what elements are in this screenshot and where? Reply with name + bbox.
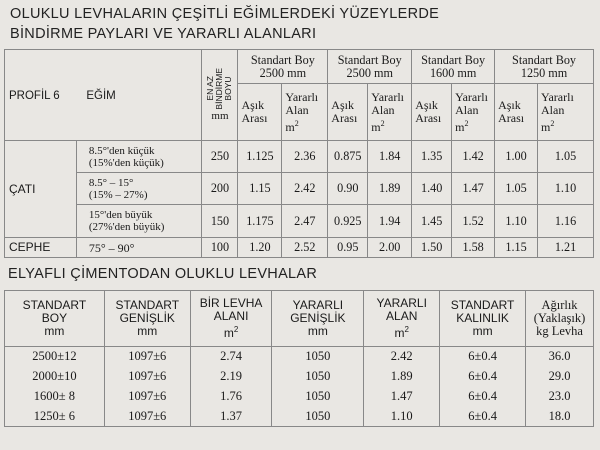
value-cell: 0.95 bbox=[328, 238, 368, 258]
sub-b-unit-text: m bbox=[541, 119, 551, 134]
h-ygen-l2: GENİŞLİK bbox=[290, 311, 346, 325]
table-cell: 1.10 bbox=[364, 407, 440, 427]
h-gen-l2: GENİŞLİK bbox=[119, 311, 175, 325]
value-cell: 1.94 bbox=[368, 205, 412, 238]
sub-b-l2: Alan bbox=[371, 102, 395, 117]
value-cell: 1.05 bbox=[538, 141, 594, 173]
table-cell: 23.0 bbox=[526, 387, 594, 407]
table-cell: 1097±6 bbox=[104, 407, 190, 427]
h-gen-l3: mm bbox=[137, 324, 158, 338]
value-cell: 2.36 bbox=[282, 141, 328, 173]
table-cell: 1097±6 bbox=[104, 387, 190, 407]
value-cell: 1.58 bbox=[452, 238, 495, 258]
value-cell: 1.21 bbox=[538, 238, 594, 258]
value-cell: 0.90 bbox=[328, 173, 368, 205]
sub-b-sup: 2 bbox=[380, 118, 385, 128]
sub-b-l2: Alan bbox=[285, 102, 309, 117]
group-header-1 bbox=[238, 50, 328, 84]
min-overlap-l2: BİNDİRME bbox=[214, 68, 225, 110]
table-cell: 1050 bbox=[272, 347, 364, 367]
sub-a-l2: Arası bbox=[331, 111, 358, 125]
h-boy-l2: BOY bbox=[41, 311, 68, 325]
document-title bbox=[10, 4, 480, 44]
table-cell: 2000±10 bbox=[5, 367, 105, 387]
sub-b-sup: 2 bbox=[550, 118, 555, 128]
sub-b-unit-text: m bbox=[371, 119, 381, 134]
group-1-l2: 2500 mm bbox=[259, 65, 307, 80]
cati-row-label bbox=[5, 141, 77, 238]
h-yalan-l3 bbox=[364, 323, 439, 340]
h-boy-l3: mm bbox=[44, 324, 65, 338]
sub-a-l2: Arası bbox=[415, 111, 442, 125]
egim-3-b: (27%'den büyük) bbox=[88, 221, 165, 233]
value-cell: 1.10 bbox=[495, 205, 538, 238]
min-overlap-vertical-label bbox=[206, 68, 233, 110]
section-title-2: ELYAFLI ÇİMENTODAN OLUKLU LEVHALAR bbox=[8, 266, 318, 282]
title-line-2: BİNDİRME PAYLARI VE YARARLI ALANLARI bbox=[10, 26, 317, 42]
table-cell: 18.0 bbox=[526, 407, 594, 427]
table-cell: 2.74 bbox=[190, 347, 272, 367]
min-overlap-header bbox=[202, 50, 238, 141]
h-alan-sup: 2 bbox=[233, 325, 239, 334]
table-cell: 6±0.4 bbox=[440, 347, 526, 367]
h-kal-l3: mm bbox=[472, 324, 493, 338]
egim-header bbox=[76, 50, 202, 141]
sub-a-l1: Aşık bbox=[498, 98, 521, 112]
profil-label: PROFİL 6 bbox=[9, 89, 60, 102]
value-cell: 1.35 bbox=[412, 141, 452, 173]
value-cell: 1.52 bbox=[452, 205, 495, 238]
value-cell: 1.45 bbox=[412, 205, 452, 238]
table-cell: 1050 bbox=[272, 367, 364, 387]
value-cell: 1.16 bbox=[538, 205, 594, 238]
sub-b-l1: Yararlı bbox=[541, 89, 574, 104]
value-cell: 1.125 bbox=[238, 141, 282, 173]
sub-header-yararli bbox=[452, 84, 495, 141]
h-ag-l3: kg Levha bbox=[536, 324, 583, 338]
sub-header-asik bbox=[495, 84, 538, 141]
h-alan-unit: m bbox=[223, 326, 234, 340]
group-2-l2: 2500 mm bbox=[346, 65, 393, 80]
table-cell: 1.76 bbox=[190, 387, 272, 407]
value-cell: 1.05 bbox=[495, 173, 538, 205]
sub-header-yararli bbox=[282, 84, 328, 141]
value-cell: 1.175 bbox=[238, 205, 282, 238]
table-cell: 1050 bbox=[272, 387, 364, 407]
egim-cell-1 bbox=[76, 141, 202, 173]
sub-b-l1: Yararlı bbox=[455, 89, 488, 104]
h-ygen-l1: YARARLI bbox=[292, 298, 344, 312]
min-overlap-unit: mm bbox=[211, 109, 229, 122]
sub-b-unit bbox=[455, 117, 494, 134]
table-cell: 29.0 bbox=[526, 367, 594, 387]
header-genislik bbox=[104, 291, 190, 347]
h-kal-l2: KALINLIK bbox=[456, 311, 509, 325]
value-cell: 1.10 bbox=[538, 173, 594, 205]
group-3-l2: 1600 mm bbox=[429, 65, 477, 80]
sub-a-l1: Aşık bbox=[331, 98, 354, 112]
sub-a-l2: Arası bbox=[498, 111, 525, 125]
table-cell: 36.0 bbox=[526, 347, 594, 367]
sub-a-l1: Aşık bbox=[241, 98, 265, 112]
table-cell: 1600± 8 bbox=[5, 387, 105, 407]
value-cell: 2.00 bbox=[368, 238, 412, 258]
sub-header-asik bbox=[238, 84, 282, 141]
sub-b-l2: Alan bbox=[455, 102, 479, 117]
group-3-l1: Standart Boy bbox=[421, 52, 486, 67]
value-cell: 1.50 bbox=[412, 238, 452, 258]
cephe-label: CEPHE bbox=[9, 240, 51, 254]
egim-3-a: 15°'den büyük bbox=[88, 209, 153, 221]
value-cell: 2.42 bbox=[282, 173, 328, 205]
group-header-4 bbox=[495, 50, 594, 84]
sub-header-asik bbox=[328, 84, 368, 141]
table-cell: 1097±6 bbox=[104, 367, 190, 387]
sub-header-yararli bbox=[538, 84, 594, 141]
header-levha-alani bbox=[190, 291, 272, 347]
value-cell: 0.875 bbox=[328, 141, 368, 173]
header-yararli-alan bbox=[364, 291, 440, 347]
title-line-1: OLUKLU LEVHALARIN ÇEŞİTLİ EĞİMLERDEKİ YÜZEYLERDE bbox=[10, 6, 440, 22]
sub-b-unit bbox=[285, 117, 327, 134]
value-cell: 2.52 bbox=[282, 238, 328, 258]
profil-header bbox=[5, 50, 77, 141]
egim-1-a: 8.5°'den küçük bbox=[88, 144, 155, 157]
sub-b-unit-text: m bbox=[285, 119, 295, 134]
value-cell: 1.42 bbox=[452, 141, 495, 173]
value-cell: 2.47 bbox=[282, 205, 328, 238]
sub-a-l1: Aşık bbox=[415, 98, 438, 112]
boy-cell: 250 bbox=[202, 141, 238, 173]
value-cell: 1.47 bbox=[452, 173, 495, 205]
boy-cell: 150 bbox=[202, 205, 238, 238]
table-cell: 1097±6 bbox=[104, 347, 190, 367]
egim-cell-3 bbox=[76, 205, 202, 238]
value-cell: 1.15 bbox=[238, 173, 282, 205]
sub-header-asik bbox=[412, 84, 452, 141]
sub-b-unit bbox=[541, 117, 593, 134]
group-1-l1: Standart Boy bbox=[250, 52, 315, 67]
egim-4-a: 75° – 90° bbox=[88, 240, 135, 255]
table-cell: 1.89 bbox=[364, 367, 440, 387]
sub-b-sup: 2 bbox=[464, 118, 469, 128]
cephe-row-label bbox=[5, 238, 77, 258]
egim-label: EĞİM bbox=[86, 89, 116, 102]
value-cell: 1.40 bbox=[412, 173, 452, 205]
table-cell: 1250± 6 bbox=[5, 407, 105, 427]
sub-b-sup: 2 bbox=[294, 118, 299, 128]
table-cell: 2.42 bbox=[364, 347, 440, 367]
sub-b-unit bbox=[371, 117, 411, 134]
egim-cell-4 bbox=[76, 238, 202, 258]
value-cell: 1.00 bbox=[495, 141, 538, 173]
sub-header-yararli bbox=[368, 84, 412, 141]
sub-b-unit-text: m bbox=[455, 119, 465, 134]
table-cell: 1.37 bbox=[190, 407, 272, 427]
group-2-l1: Standart Boy bbox=[337, 52, 402, 67]
h-yalan-unit: m bbox=[394, 326, 405, 340]
min-overlap-l1: EN AZ bbox=[205, 76, 216, 102]
table-cell: 1050 bbox=[272, 407, 364, 427]
h-kal-l1: STANDART bbox=[450, 298, 515, 312]
value-cell: 1.20 bbox=[238, 238, 282, 258]
h-alan-l3 bbox=[191, 323, 272, 340]
h-alan-l1: BİR LEVHA bbox=[199, 296, 263, 310]
h-yalan-l1: YARARLI bbox=[376, 296, 427, 310]
value-cell: 0.925 bbox=[328, 205, 368, 238]
h-gen-l1: STANDART bbox=[115, 298, 180, 312]
h-ag-l1: Ağırlık bbox=[541, 298, 578, 312]
group-header-2 bbox=[328, 50, 412, 84]
h-yalan-l2: ALAN bbox=[386, 309, 418, 323]
header-boy bbox=[5, 291, 105, 347]
table-cell: 6±0.4 bbox=[440, 367, 526, 387]
sheet-spec-table bbox=[4, 290, 594, 427]
h-boy-l1: STANDART bbox=[22, 298, 87, 312]
table-cell: 2.19 bbox=[190, 367, 272, 387]
min-overlap-l3: BOYU bbox=[223, 76, 234, 102]
cati-label: ÇATI bbox=[9, 181, 36, 196]
h-yalan-sup: 2 bbox=[404, 325, 409, 334]
table-cell: 6±0.4 bbox=[440, 387, 526, 407]
table-cell: 1.47 bbox=[364, 387, 440, 407]
group-4-l1: Standart Boy bbox=[512, 52, 577, 67]
table-cell: 6±0.4 bbox=[440, 407, 526, 427]
h-alan-l2: ALANI bbox=[213, 309, 249, 323]
egim-1-b: (15%'den küçük) bbox=[88, 156, 164, 169]
h-ag-l2: (Yaklaşık) bbox=[533, 311, 586, 325]
value-cell: 1.15 bbox=[495, 238, 538, 258]
group-header-3 bbox=[412, 50, 495, 84]
overlap-table bbox=[4, 49, 594, 258]
h-ygen-l3: mm bbox=[307, 324, 328, 338]
header-kalinlik bbox=[440, 291, 526, 347]
sub-b-l2: Alan bbox=[541, 102, 565, 117]
header-agirlik bbox=[526, 291, 594, 347]
boy-cell: 100 bbox=[202, 238, 238, 258]
sub-b-l1: Yararlı bbox=[285, 89, 319, 104]
value-cell: 1.84 bbox=[368, 141, 412, 173]
egim-2-a: 8.5° – 15° bbox=[88, 176, 134, 189]
header-yararli-genislik bbox=[272, 291, 364, 347]
egim-cell-2 bbox=[76, 173, 202, 205]
sub-a-l2: Arası bbox=[241, 111, 268, 125]
boy-cell: 200 bbox=[202, 173, 238, 205]
value-cell: 1.89 bbox=[368, 173, 412, 205]
group-4-l2: 1250 mm bbox=[520, 65, 568, 80]
table-cell: 2500±12 bbox=[5, 347, 105, 367]
sub-b-l1: Yararlı bbox=[371, 89, 405, 104]
egim-2-b: (15% – 27%) bbox=[88, 188, 148, 201]
